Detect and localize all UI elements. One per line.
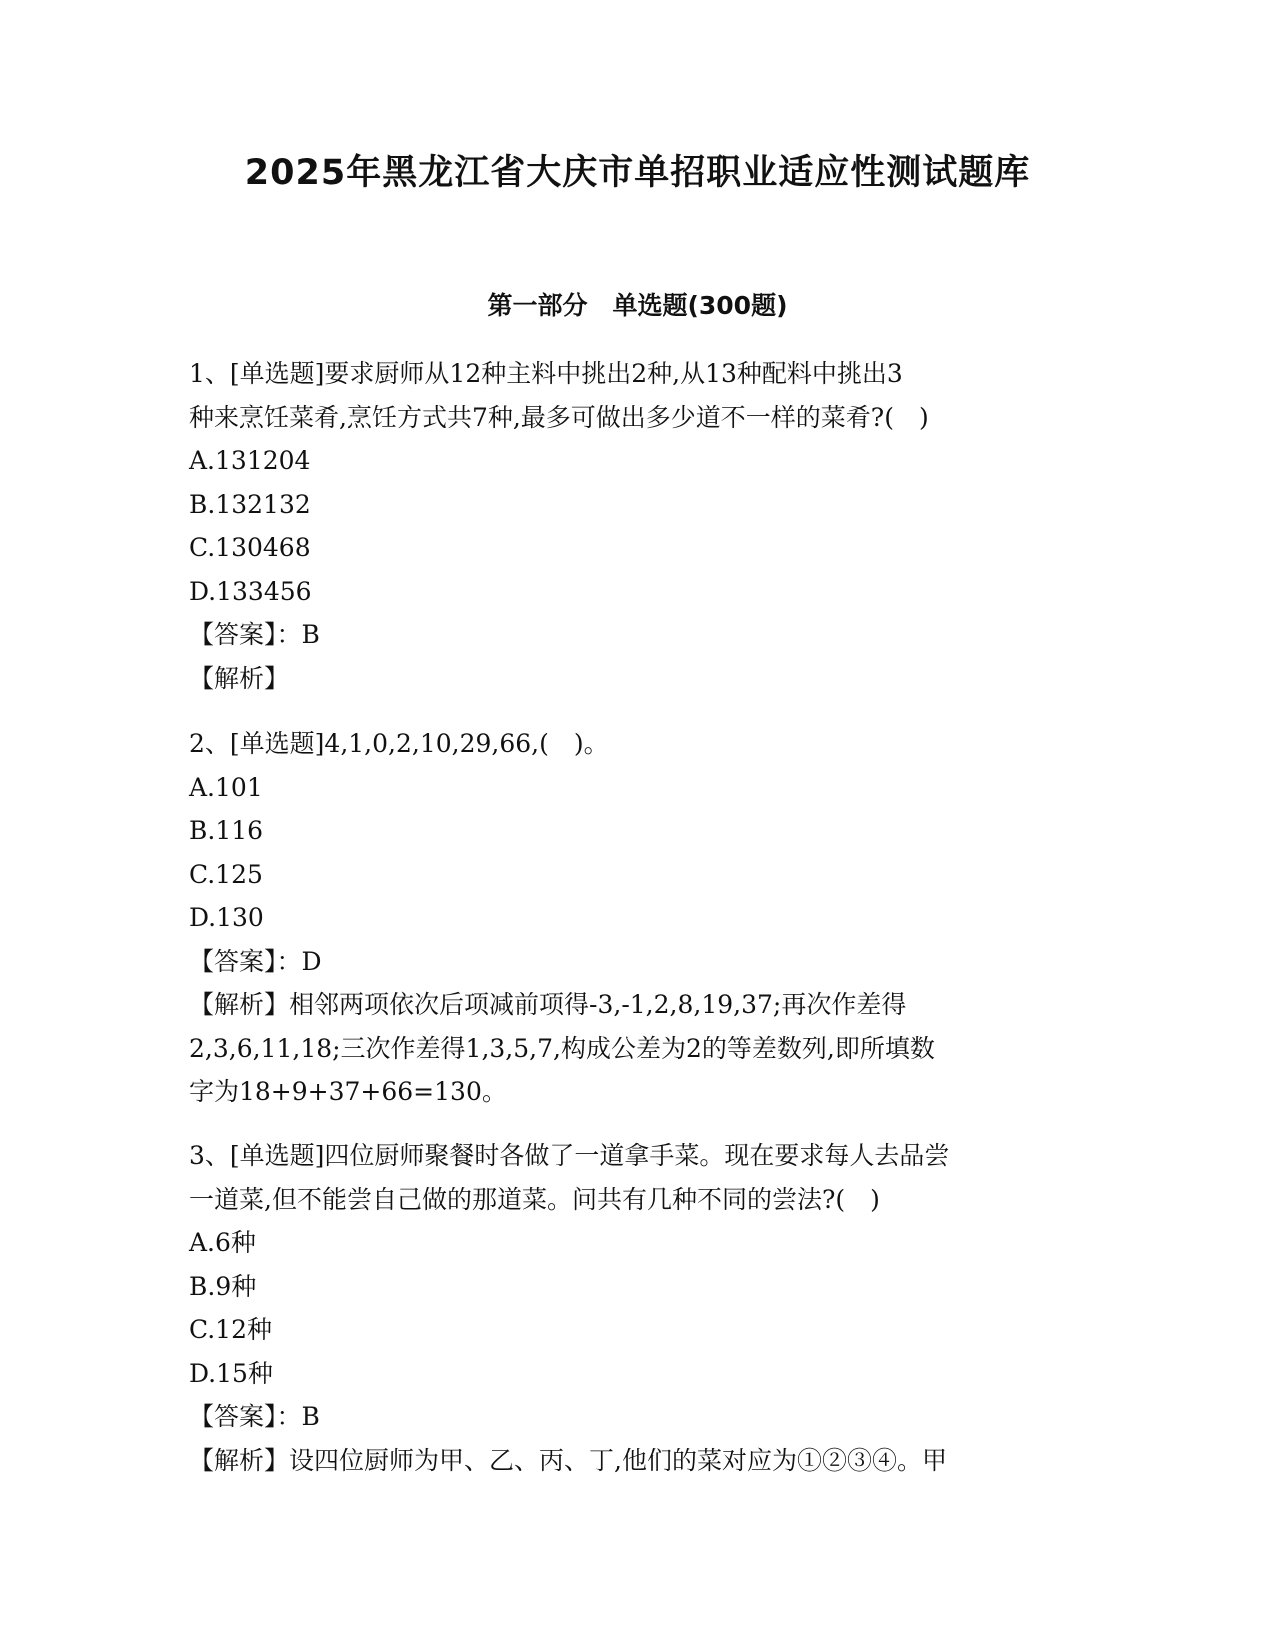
answer-label: 【答案】 xyxy=(189,620,277,649)
question-2 xyxy=(189,722,1089,1114)
option-b: B.9种 xyxy=(189,1271,257,1301)
question-stem-line: 3、[单选题]四位厨师聚餐时各做了一道拿手菜。现在要求每人去品尝 xyxy=(189,1141,950,1170)
analysis-line xyxy=(189,1439,1089,1483)
answer-label: 【答案】 xyxy=(189,946,277,976)
option-b: B.132132 xyxy=(189,489,311,519)
option-c: C.130468 xyxy=(189,533,311,562)
analysis-text: 设四位厨师为甲、乙、丙、丁,他们的菜对应为①②③④。甲 xyxy=(289,1445,947,1475)
analysis-text: 相邻两项依次后项减前项得-3,-1,2,8,19,37;再次作差得 xyxy=(289,990,907,1019)
option-c: C.125 xyxy=(189,859,263,889)
option-d: D.15种 xyxy=(189,1358,273,1388)
section-heading: 第一部分 单选题(300题) xyxy=(487,291,788,320)
question-3 xyxy=(189,1134,1089,1482)
option-a: A.131204 xyxy=(189,446,311,475)
answer-value: ：B xyxy=(276,620,320,649)
option-a: A.6种 xyxy=(189,1228,256,1257)
question-stem-line: 一道菜,但不能尝自己做的那道菜。问共有几种不同的尝法?( ) xyxy=(189,1184,880,1214)
option-d: D.130 xyxy=(189,903,264,932)
answer-line xyxy=(189,613,1089,657)
analysis-label: 【解析】 xyxy=(189,1445,290,1475)
question-stem-line: 1、[单选题]要求厨师从12种主料中挑出2种,从13种配料中挑出3 xyxy=(189,359,903,388)
option-a: A.101 xyxy=(189,772,263,802)
analysis-text-line: 2,3,6,11,18;三次作差得1,3,5,7,构成公差为2的等差数列,即所填数 xyxy=(189,1033,935,1063)
option-d: D.133456 xyxy=(189,576,312,606)
answer-label: 【答案】 xyxy=(189,1402,277,1431)
analysis-label: 【解析】 xyxy=(189,663,290,693)
answer-value: ：D xyxy=(276,946,322,976)
analysis-line xyxy=(189,657,1089,701)
answer-value: ：B xyxy=(276,1402,320,1431)
answer-line xyxy=(189,940,1089,984)
answer-line xyxy=(189,1395,1089,1439)
analysis-label: 【解析】 xyxy=(189,990,290,1019)
option-b: B.116 xyxy=(189,816,264,845)
analysis-line xyxy=(189,983,1089,1027)
analysis-text-line: 字为18+9+37+66=130。 xyxy=(189,1077,507,1106)
question-stem-line: 2、[单选题]4,1,0,2,10,29,66,( )。 xyxy=(189,729,609,758)
question-1 xyxy=(189,352,1089,700)
document-title: 2025年黑龙江省大庆市单招职业适应性测试题库 xyxy=(244,153,1031,193)
option-c: C.12种 xyxy=(189,1315,272,1344)
question-stem-line: 种来烹饪菜肴,烹饪方式共7种,最多可做出多少道不一样的菜肴?( ) xyxy=(189,402,929,432)
